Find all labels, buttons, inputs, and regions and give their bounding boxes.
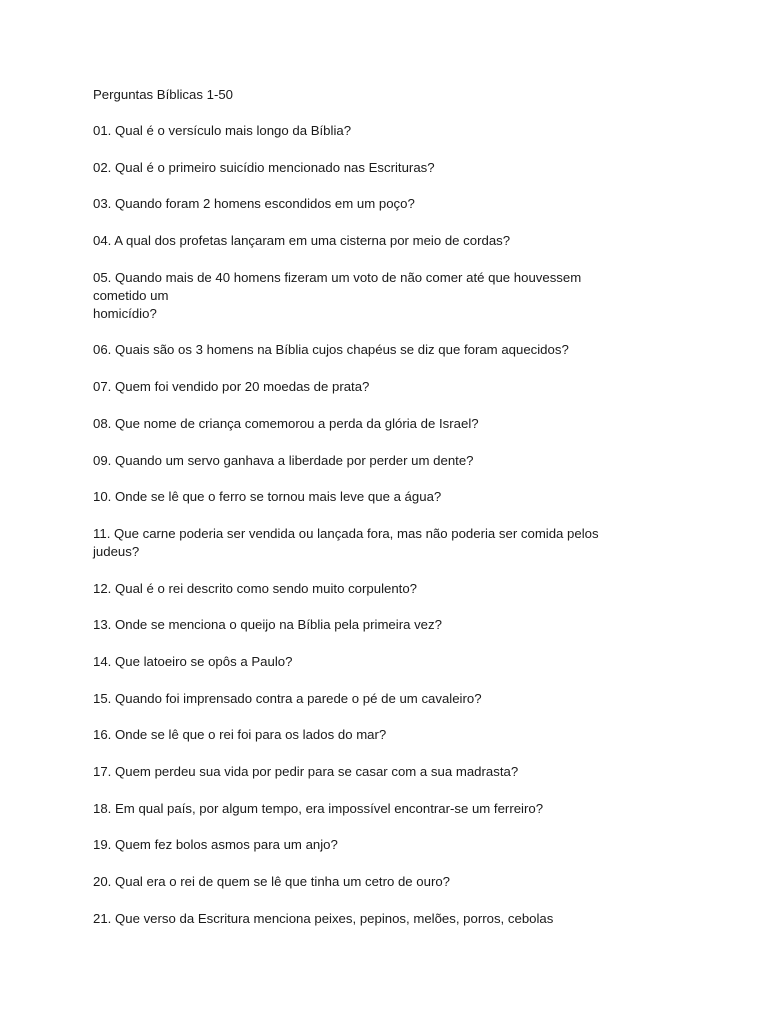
question-list [93, 122, 653, 928]
question-11: 11. Que carne poderia ser vendida ou lançada fora, mas não poderia ser comida pelos judeus? [93, 525, 599, 559]
question-09: 09. Quando um servo ganhava a liberdade por perder um dente? [93, 452, 474, 468]
question-20: 20. Qual era o rei de quem se lê que tinha um cetro de ouro? [93, 874, 451, 890]
question-18: 18. Em qual país, por algum tempo, era impossível encontrar-se um ferreiro? [93, 800, 544, 816]
question-02: 02. Qual é o primeiro suicídio mencionado nas Escrituras? [93, 159, 435, 175]
question-05: 05. Quando mais de 40 homens fizeram um voto de não comer até que houvessem cometido um homicídio? [93, 269, 582, 321]
question-16: 16. Onde se lê que o rei foi para os lados do mar? [93, 727, 387, 743]
question-03: 03. Quando foram 2 homens escondidos em um poço? [93, 196, 415, 212]
question-04: 04. A qual dos profetas lançaram em uma cisterna por meio de cordas? [93, 233, 511, 249]
document-title: Perguntas Bíblicas 1-50 [93, 87, 234, 102]
question-06: 06. Quais são os 3 homens na Bíblia cujos chapéus se diz que foram aquecidos? [93, 342, 569, 358]
question-15: 15. Quando foi imprensado contra a parede o pé de um cavaleiro? [93, 690, 482, 706]
question-13: 13. Onde se menciona o queijo na Bíblia pela primeira vez? [93, 617, 442, 633]
question-12: 12. Qual é o rei descrito como sendo muito corpulento? [93, 580, 418, 596]
document-page [93, 86, 653, 946]
question-10: 10. Onde se lê que o ferro se tornou mais leve que a água? [93, 489, 442, 505]
question-19: 19. Quem fez bolos asmos para um anjo? [93, 837, 338, 853]
question-14: 14. Que latoeiro se opôs a Paulo? [93, 653, 293, 669]
question-17: 17. Quem perdeu sua vida por pedir para se casar com a sua madrasta? [93, 764, 519, 779]
question-21: 21. Que verso da Escritura menciona peixes, pepinos, melões, porros, cebolas [93, 910, 554, 926]
question-01: 01. Qual é o versículo mais longo da Bíblia? [93, 123, 352, 138]
question-07: 07. Quem foi vendido por 20 moedas de prata? [93, 379, 370, 395]
question-08: 08. Que nome de criança comemorou a perda da glória de Israel? [93, 415, 479, 431]
